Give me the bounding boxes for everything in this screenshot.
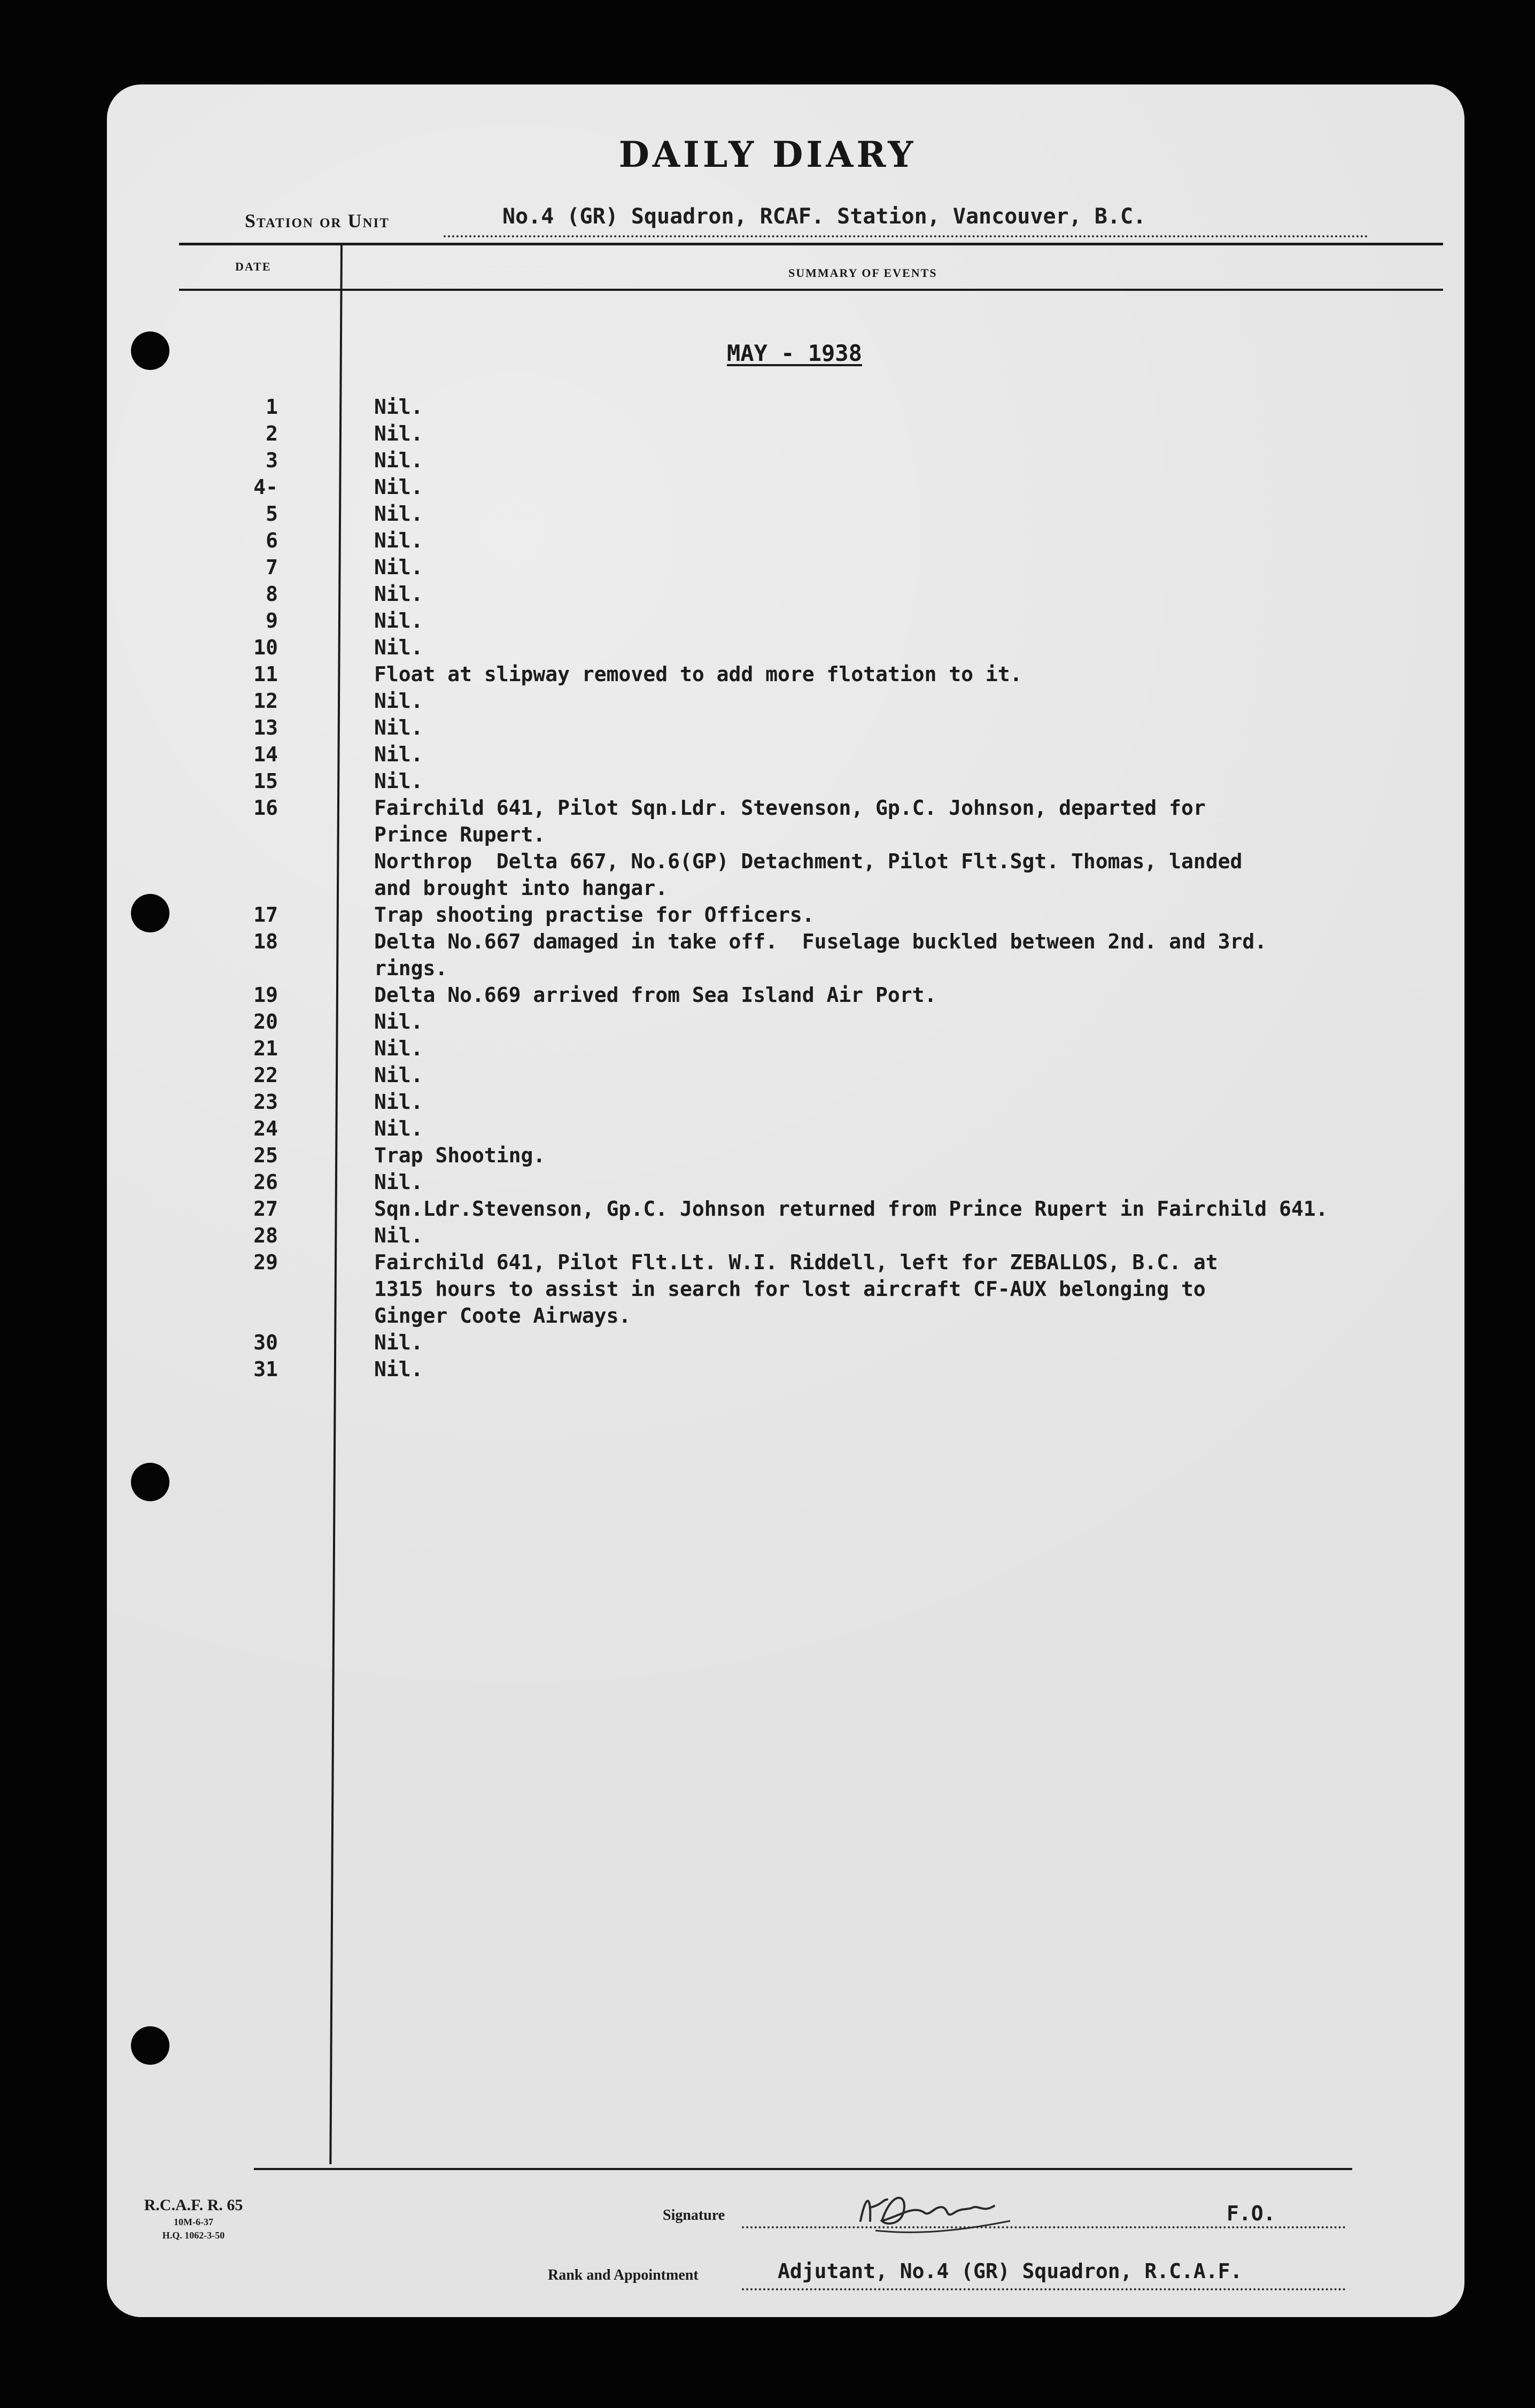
entry-day: 14 [253,743,278,766]
entry-text: Nil. [374,609,423,632]
entry-day: 2 [266,422,278,445]
entry-day: 29 [253,1251,278,1274]
diary-entry-row [0,901,1535,928]
entry-day: 1 [266,395,278,419]
diary-entry-row [0,714,1535,741]
binder-hole [131,2026,169,2065]
column-header-summary: SUMMARY OF EVENTS [788,266,937,280]
entry-text: Nil. [374,1090,423,1114]
rank-suffix: F.O. [1227,2202,1276,2225]
entry-day: 8 [266,582,278,606]
entry-text: Nil. [374,743,423,766]
binder-hole [131,1463,169,1501]
diary-entry-row [0,1142,1535,1169]
station-dotted-line [444,235,1368,237]
diary-entry-row [0,741,1535,768]
diary-entry-row [0,688,1535,714]
diary-entry-row [0,634,1535,661]
diary-entries [0,393,1535,1383]
entry-text: Nil. [374,1037,423,1060]
entry-text: Nil. [374,636,423,659]
diary-entry-row [0,1169,1535,1195]
entry-text: Nil. [374,395,423,419]
diary-entry-row [0,982,1535,1008]
diary-entry-row [0,474,1535,500]
entry-text: Nil. [374,1063,423,1087]
footer-rule [254,2168,1352,2170]
entry-text: Nil. [374,449,423,472]
form-hq-ref: H.Q. 1062-3-50 [162,2230,225,2241]
page-title: DAILY DIARY [618,134,917,175]
diary-entry-row [0,554,1535,581]
diary-entry-row [0,1089,1535,1115]
form-identifier [140,2196,247,2241]
entry-text: Trap Shooting. [374,1144,546,1167]
diary-entry-row [0,768,1535,794]
entry-text: Nil. [374,1224,423,1247]
entry-text: Nil. [374,1357,423,1381]
diary-entry-row [0,1115,1535,1142]
entry-text: Nil. [374,555,423,579]
entry-day: 22 [253,1063,278,1087]
entry-text: Nil. [374,716,423,739]
entry-text: Delta No.669 arrived from Sea Island Air Port. [374,983,937,1007]
header-rule-bottom [179,289,1443,291]
entry-day: 24 [253,1117,278,1140]
handwritten-signature [850,2183,1032,2242]
entry-day: 20 [253,1010,278,1033]
entry-text: Delta No.667 damaged in take off. Fuselage buckled between 2nd. and 3rd. rings. [374,930,1267,980]
form-number: R.C.A.F. R. 65 [144,2196,243,2214]
diary-entry-row [0,661,1535,688]
diary-entry-row [0,393,1535,420]
diary-entry-row [0,1008,1535,1035]
entry-text: Nil. [374,582,423,606]
entry-text: Nil. [374,769,423,793]
entry-text: Nil. [374,529,423,552]
entry-text: Nil. [374,422,423,445]
diary-entry-row [0,1035,1535,1062]
diary-entry-row [0,581,1535,607]
diary-entry-row [0,794,1535,901]
entry-day: 26 [253,1170,278,1194]
entry-day: 27 [253,1197,278,1221]
entry-day: 17 [253,903,278,927]
entry-day: 4- [253,475,278,499]
entry-day: 9 [266,609,278,632]
diary-entry-row [0,1329,1535,1356]
column-header-date: DATE [235,260,272,273]
entry-day: 12 [253,689,278,713]
diary-entry-row [0,1062,1535,1089]
binder-hole [131,331,169,370]
diary-entry-row [0,420,1535,447]
month-heading: MAY - 1938 [727,340,862,366]
entry-text: Float at slipway removed to add more flotation to it. [374,662,1022,686]
entry-day: 6 [266,529,278,552]
entry-text: Nil. [374,1331,423,1354]
header-rule-top [179,243,1443,245]
entry-day: 5 [266,502,278,526]
entry-text: Nil. [374,1170,423,1194]
diary-entry-row [0,1249,1535,1329]
entry-day: 7 [266,555,278,579]
entry-day: 19 [253,983,278,1007]
entry-day: 3 [266,449,278,472]
entry-text: Nil. [374,502,423,526]
entry-text: Nil. [374,1010,423,1033]
entry-text: Nil. [374,689,423,713]
entry-day: 25 [253,1144,278,1167]
station-label: Station or Unit [245,210,390,231]
appointment-value: Adjutant, No.4 (GR) Squadron, R.C.A.F. [778,2259,1243,2283]
entry-day: 10 [253,636,278,659]
entry-text: Trap shooting practise for Officers. [374,903,815,927]
diary-entry-row [0,928,1535,982]
signature-label: Signature [663,2207,725,2224]
entry-day: 23 [253,1090,278,1114]
rank-dotted-line [742,2288,1346,2290]
entry-text: Sqn.Ldr.Stevenson, Gp.C. Johnson returned from Prince Rupert in Fairchild 641. [374,1197,1328,1221]
diary-entry-row [0,500,1535,527]
station-value: No.4 (GR) Squadron, RCAF. Station, Vancouver, B.C. [502,204,1146,229]
entry-day: 15 [253,769,278,793]
entry-day: 11 [253,662,278,686]
entry-day: 30 [253,1331,278,1354]
entry-day: 21 [253,1037,278,1060]
entry-day: 31 [253,1357,278,1381]
diary-entry-row [0,527,1535,554]
entry-text: Fairchild 641, Pilot Flt.Lt. W.I. Riddell, left for ZEBALLOS, B.C. at 1315 hours to assist in search for lost aircraft CF-AUX belonging to Ginger Coote Airways. [374,1251,1218,1328]
diary-entry-row [0,1195,1535,1222]
entry-day: 18 [253,930,278,953]
form-print-run: 10M-6-37 [174,2217,213,2227]
entry-text: Nil. [374,1117,423,1140]
entry-text: Nil. [374,475,423,499]
diary-entry-row [0,1222,1535,1249]
signature-dotted-line [742,2226,1346,2228]
diary-entry-row [0,1356,1535,1383]
diary-entry-row [0,607,1535,634]
rank-appointment-label: Rank and Appointment [548,2267,699,2283]
entry-day: 16 [253,796,278,820]
entry-text: Fairchild 641, Pilot Sqn.Ldr. Stevenson, Gp.C. Johnson, departed for Prince Rupert. Northrop Delta 667, No.6(GP) Detachment, Pilot Flt.Sgt. Thomas, landed and brought into hangar. [374,796,1243,900]
entry-day: 28 [253,1224,278,1247]
diary-entry-row [0,447,1535,474]
entry-day: 13 [253,716,278,739]
